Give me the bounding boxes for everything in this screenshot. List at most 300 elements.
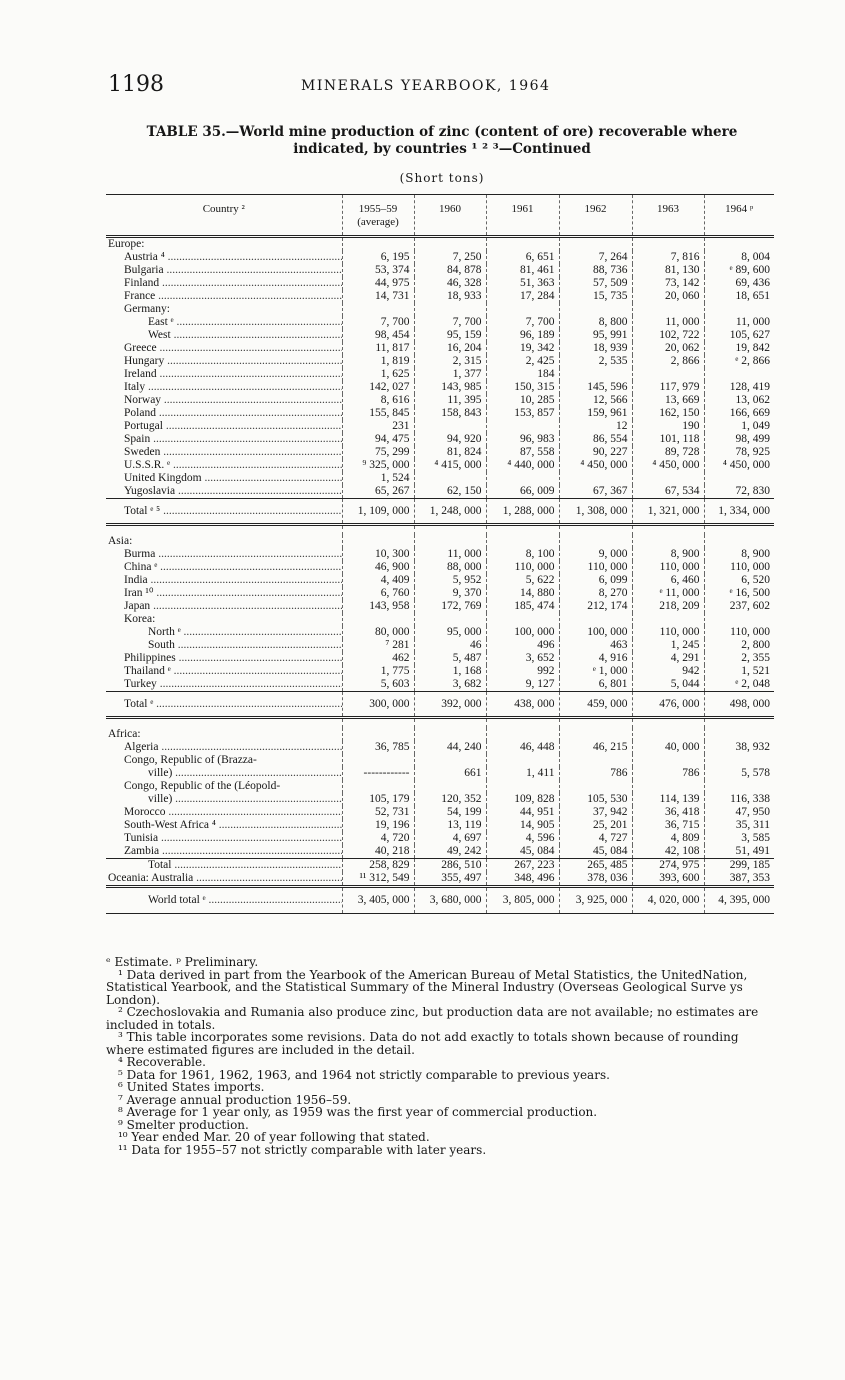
value-cell: 66, 009 xyxy=(486,485,559,499)
value-cell: 4, 409 xyxy=(342,574,414,587)
country-name-cell: Tunisia ..... xyxy=(106,832,342,845)
country-name-cell: Congo, Republic of the (Léopold- xyxy=(124,780,281,792)
value-cell: 1, 377 xyxy=(414,368,486,381)
value-cell: 355, 497 xyxy=(414,872,486,887)
value-cell xyxy=(486,780,559,793)
table-row xyxy=(106,535,774,548)
value-cell: 286, 510 xyxy=(414,859,486,873)
value-cell: 18, 651 xyxy=(704,290,774,303)
value-cell: 11, 000 xyxy=(704,316,774,329)
table-row xyxy=(106,639,774,652)
value-cell: 190 xyxy=(632,420,704,433)
value-cell: 476, 000 xyxy=(632,692,704,718)
value-cell: 49, 242 xyxy=(414,845,486,859)
table-row xyxy=(106,780,774,793)
value-cell: 96, 189 xyxy=(486,329,559,342)
country-name-cell: World total ᵉ ..... xyxy=(106,887,342,914)
value-cell xyxy=(486,237,559,252)
table-row xyxy=(106,626,774,639)
value-cell: 348, 496 xyxy=(486,872,559,887)
table-title-line-1: TABLE 35.—World mine production of zinc (content of ore) recoverable where xyxy=(146,124,738,140)
value-cell: 274, 975 xyxy=(632,859,704,873)
table-row xyxy=(106,316,774,329)
value-cell: 5, 044 xyxy=(632,678,704,692)
value-cell xyxy=(632,613,704,626)
country-name-cell: Portugal ..... xyxy=(106,420,342,433)
value-cell: 3, 682 xyxy=(414,678,486,692)
value-cell: 20, 062 xyxy=(632,342,704,355)
value-cell: ᵉ 11, 000 xyxy=(632,587,704,600)
country-name-cell: India ..... xyxy=(106,574,342,587)
value-cell: 142, 027 xyxy=(342,381,414,394)
table-row xyxy=(106,728,774,741)
value-cell: 57, 509 xyxy=(559,277,632,290)
value-cell xyxy=(414,535,486,548)
value-cell: 6, 760 xyxy=(342,587,414,600)
footnote: ¹¹ Data for 1955–57 not strictly comparable with later years. xyxy=(118,1142,487,1157)
value-cell: 7, 264 xyxy=(559,251,632,264)
value-cell: 96, 983 xyxy=(486,433,559,446)
country-name-cell: Hungary ..... xyxy=(106,355,342,368)
table-title xyxy=(106,124,778,158)
value-cell: 53, 374 xyxy=(342,264,414,277)
value-cell: 5, 952 xyxy=(414,574,486,587)
value-cell: 15, 735 xyxy=(559,290,632,303)
value-cell: 8, 900 xyxy=(632,548,704,561)
table-row xyxy=(106,329,774,342)
value-cell: ⁴ 440, 000 xyxy=(486,459,559,472)
value-cell: 51, 491 xyxy=(704,845,774,859)
country-name-cell: Oceania: Australia ..... xyxy=(106,872,342,887)
value-cell: 114, 139 xyxy=(632,793,704,806)
spacer-row xyxy=(106,718,774,729)
value-cell: 12 xyxy=(559,420,632,433)
table-row xyxy=(106,433,774,446)
value-cell: 46, 215 xyxy=(559,741,632,754)
value-cell: 20, 060 xyxy=(632,290,704,303)
footnote: ⁸ Average for 1 year only, as 1959 was the first year of commercial production. xyxy=(118,1105,598,1119)
value-cell: 6, 651 xyxy=(486,251,559,264)
value-cell: 110, 000 xyxy=(559,561,632,574)
country-name-cell: Poland ..... xyxy=(106,407,342,420)
value-cell: 4, 720 xyxy=(342,832,414,845)
value-cell: 100, 000 xyxy=(486,626,559,639)
value-cell: 5, 622 xyxy=(486,574,559,587)
spacer-cell xyxy=(106,525,342,536)
table-row xyxy=(106,872,774,887)
value-cell xyxy=(632,728,704,741)
value-cell: 42, 108 xyxy=(632,845,704,859)
table-row xyxy=(106,485,774,499)
country-name-cell: Norway ..... xyxy=(106,394,342,407)
value-cell: 45, 084 xyxy=(486,845,559,859)
table-row xyxy=(106,277,774,290)
value-cell: 44, 975 xyxy=(342,277,414,290)
value-cell: 2, 800 xyxy=(704,639,774,652)
value-cell: 258, 829 xyxy=(342,859,414,873)
value-cell: 786 xyxy=(632,767,704,780)
value-cell: 2, 355 xyxy=(704,652,774,665)
country-name-cell: Austria ⁴ ..... xyxy=(106,251,342,264)
country-name-cell: Thailand ᵉ ..... xyxy=(106,665,342,678)
value-cell: 1, 524 xyxy=(342,472,414,485)
value-cell: 4, 395, 000 xyxy=(704,887,774,914)
value-cell: 67, 534 xyxy=(632,485,704,499)
value-cell: 19, 842 xyxy=(704,342,774,355)
table-row xyxy=(106,264,774,277)
table-row xyxy=(106,574,774,587)
spacer-cell xyxy=(342,525,414,536)
country-name-cell: Asia: xyxy=(108,535,133,547)
value-cell: 184 xyxy=(486,368,559,381)
value-cell: 81, 461 xyxy=(486,264,559,277)
value-cell xyxy=(414,613,486,626)
value-cell: 110, 000 xyxy=(632,561,704,574)
value-cell: ⁴ 415, 000 xyxy=(414,459,486,472)
footnote: ⁴ Recoverable. xyxy=(118,1055,206,1069)
value-cell: 88, 736 xyxy=(559,264,632,277)
value-cell xyxy=(486,420,559,433)
country-name-cell: United Kingdom ..... xyxy=(106,472,342,485)
value-cell: 47, 950 xyxy=(704,806,774,819)
value-cell: 73, 142 xyxy=(632,277,704,290)
value-cell: 128, 419 xyxy=(704,381,774,394)
value-cell: 81, 130 xyxy=(632,264,704,277)
footnotes xyxy=(106,956,776,1156)
value-cell: 462 xyxy=(342,652,414,665)
value-cell: ᵉ 89, 600 xyxy=(704,264,774,277)
value-cell: 496 xyxy=(486,639,559,652)
value-cell xyxy=(414,303,486,316)
value-cell: 4, 291 xyxy=(632,652,704,665)
column-header-1963: 1963 xyxy=(632,195,704,237)
spacer-cell xyxy=(632,718,704,729)
table-row xyxy=(106,290,774,303)
value-cell: 4, 596 xyxy=(486,832,559,845)
value-cell: 11, 395 xyxy=(414,394,486,407)
country-name-cell: East ᵉ ..... xyxy=(106,316,342,329)
spacer-cell xyxy=(106,718,342,729)
table-row xyxy=(106,394,774,407)
value-cell xyxy=(632,303,704,316)
value-cell: 87, 558 xyxy=(486,446,559,459)
value-cell: ¹¹ 312, 549 xyxy=(342,872,414,887)
value-cell: 166, 669 xyxy=(704,407,774,420)
value-cell: 117, 979 xyxy=(632,381,704,394)
table-row xyxy=(106,303,774,316)
value-cell: 95, 991 xyxy=(559,329,632,342)
value-cell: 162, 150 xyxy=(632,407,704,420)
value-cell: 89, 728 xyxy=(632,446,704,459)
value-cell: 2, 535 xyxy=(559,355,632,368)
spacer-cell xyxy=(486,525,559,536)
country-name-cell: Total ᵉ ⁵ ..... xyxy=(106,499,342,525)
country-name-cell: China ᵉ ..... xyxy=(106,561,342,574)
table-row xyxy=(106,342,774,355)
country-name-cell: West ..... xyxy=(106,329,342,342)
value-cell: 5, 487 xyxy=(414,652,486,665)
value-cell: 78, 925 xyxy=(704,446,774,459)
value-cell xyxy=(486,613,559,626)
table-row xyxy=(106,832,774,845)
value-cell: 378, 036 xyxy=(559,872,632,887)
value-cell xyxy=(486,754,559,767)
value-cell: 4, 916 xyxy=(559,652,632,665)
value-cell: 212, 174 xyxy=(559,600,632,613)
value-cell xyxy=(486,728,559,741)
value-cell: 1, 109, 000 xyxy=(342,499,414,525)
value-cell: 218, 209 xyxy=(632,600,704,613)
value-cell: 7, 700 xyxy=(486,316,559,329)
country-name-cell: Yugoslavia ..... xyxy=(106,485,342,499)
value-cell: 265, 485 xyxy=(559,859,632,873)
footnote: ⁹ Smelter production. xyxy=(118,1117,249,1132)
value-cell: 1, 625 xyxy=(342,368,414,381)
table-row xyxy=(106,678,774,692)
value-cell: 11, 000 xyxy=(632,316,704,329)
value-cell: 105, 530 xyxy=(559,793,632,806)
value-cell: 7, 816 xyxy=(632,251,704,264)
value-cell: 98, 454 xyxy=(342,329,414,342)
value-cell: 1, 168 xyxy=(414,665,486,678)
value-cell xyxy=(704,728,774,741)
table-row xyxy=(106,355,774,368)
spacer-row xyxy=(106,525,774,536)
value-cell: 7, 700 xyxy=(342,316,414,329)
value-cell: 7, 700 xyxy=(414,316,486,329)
value-cell: 6, 195 xyxy=(342,251,414,264)
value-cell: 14, 880 xyxy=(486,587,559,600)
value-cell xyxy=(559,472,632,485)
value-cell xyxy=(414,420,486,433)
value-cell: 231 xyxy=(342,420,414,433)
country-name-cell: Sweden ..... xyxy=(106,446,342,459)
value-cell: 143, 985 xyxy=(414,381,486,394)
value-cell: 4, 020, 000 xyxy=(632,887,704,914)
table-row xyxy=(106,420,774,433)
table-body xyxy=(106,237,774,914)
table-row xyxy=(106,587,774,600)
value-cell: ⁴ 450, 000 xyxy=(704,459,774,472)
value-cell xyxy=(559,754,632,767)
column-header-1964: 1964 ᵖ xyxy=(704,195,774,237)
value-cell xyxy=(704,535,774,548)
spacer-cell xyxy=(704,525,774,536)
value-cell: 13, 669 xyxy=(632,394,704,407)
value-cell: 393, 600 xyxy=(632,872,704,887)
value-cell: 4, 727 xyxy=(559,832,632,845)
country-name-cell: Total ᵉ ..... xyxy=(106,692,342,718)
value-cell: 172, 769 xyxy=(414,600,486,613)
country-name-cell: Congo, Republic of (Brazza- xyxy=(124,754,257,766)
value-cell: 2, 866 xyxy=(632,355,704,368)
value-cell: 158, 843 xyxy=(414,407,486,420)
value-cell: 25, 201 xyxy=(559,819,632,832)
value-cell: 35, 311 xyxy=(704,819,774,832)
value-cell: 463 xyxy=(559,639,632,652)
value-cell: 300, 000 xyxy=(342,692,414,718)
country-name-cell: Finland ..... xyxy=(106,277,342,290)
value-cell: 13, 062 xyxy=(704,394,774,407)
value-cell: ⁴ 450, 000 xyxy=(632,459,704,472)
country-name-cell: Total ..... xyxy=(106,859,342,873)
value-cell: 94, 475 xyxy=(342,433,414,446)
table-row xyxy=(106,251,774,264)
column-header-1962: 1962 xyxy=(559,195,632,237)
country-name-cell: Algeria ..... xyxy=(106,741,342,754)
country-name-cell: Iran ¹⁰ ..... xyxy=(106,587,342,600)
value-cell: 8, 900 xyxy=(704,548,774,561)
value-cell xyxy=(342,303,414,316)
value-cell xyxy=(559,303,632,316)
value-cell: 94, 920 xyxy=(414,433,486,446)
value-cell: 44, 951 xyxy=(486,806,559,819)
value-cell: ᵉ 16, 500 xyxy=(704,587,774,600)
value-cell: 661 xyxy=(414,767,486,780)
table-row xyxy=(106,368,774,381)
value-cell xyxy=(414,237,486,252)
country-name-cell: Philippines ..... xyxy=(106,652,342,665)
value-cell: 62, 150 xyxy=(414,485,486,499)
value-cell xyxy=(704,303,774,316)
value-cell: 942 xyxy=(632,665,704,678)
value-cell: 8, 270 xyxy=(559,587,632,600)
zinc-production-table xyxy=(106,194,774,914)
value-cell xyxy=(632,754,704,767)
value-cell xyxy=(704,613,774,626)
value-cell: 3, 652 xyxy=(486,652,559,665)
spacer-cell xyxy=(414,525,486,536)
value-cell: 40, 000 xyxy=(632,741,704,754)
value-cell: 4, 809 xyxy=(632,832,704,845)
spacer-cell xyxy=(704,718,774,729)
footnote: ᵉ Estimate. ᵖ Preliminary. xyxy=(106,955,259,969)
value-cell: 459, 000 xyxy=(559,692,632,718)
value-cell: 46, 448 xyxy=(486,741,559,754)
value-cell: 237, 602 xyxy=(704,600,774,613)
value-cell: 105, 627 xyxy=(704,329,774,342)
value-cell: 267, 223 xyxy=(486,859,559,873)
value-cell xyxy=(559,780,632,793)
value-cell: 992 xyxy=(486,665,559,678)
value-cell: 11, 817 xyxy=(342,342,414,355)
value-cell: 18, 939 xyxy=(559,342,632,355)
value-cell: 110, 000 xyxy=(704,561,774,574)
country-name-cell: Greece ..... xyxy=(106,342,342,355)
value-cell xyxy=(559,728,632,741)
value-cell: 36, 418 xyxy=(632,806,704,819)
country-name-cell: Italy ..... xyxy=(106,381,342,394)
value-cell: 150, 315 xyxy=(486,381,559,394)
value-cell: ⁹ 325, 000 xyxy=(342,459,414,472)
country-name-cell: France ..... xyxy=(106,290,342,303)
value-cell: 110, 000 xyxy=(632,626,704,639)
table-header-row xyxy=(106,195,774,237)
value-cell: 17, 284 xyxy=(486,290,559,303)
value-cell: 120, 352 xyxy=(414,793,486,806)
plain-total-row xyxy=(106,859,774,873)
value-cell xyxy=(342,613,414,626)
footnote: ⁷ Average annual production 1956–59. xyxy=(118,1092,352,1107)
footnote: ³ This table incorporates some revisions. Data do not add exactly to totals shown because of rounding where estimated figures are included in the detail. xyxy=(106,1030,739,1057)
value-cell: 1, 321, 000 xyxy=(632,499,704,525)
table-row xyxy=(106,446,774,459)
value-cell xyxy=(486,535,559,548)
value-cell: 36, 785 xyxy=(342,741,414,754)
value-cell: 392, 000 xyxy=(414,692,486,718)
value-cell: 6, 520 xyxy=(704,574,774,587)
value-cell: 143, 958 xyxy=(342,600,414,613)
value-cell: 1, 334, 000 xyxy=(704,499,774,525)
table-row xyxy=(106,459,774,472)
value-cell: 12, 566 xyxy=(559,394,632,407)
value-cell xyxy=(342,728,414,741)
spacer-cell xyxy=(632,525,704,536)
value-cell: 16, 204 xyxy=(414,342,486,355)
table-row xyxy=(106,665,774,678)
value-cell xyxy=(559,535,632,548)
value-cell: 46 xyxy=(414,639,486,652)
value-cell: 40, 218 xyxy=(342,845,414,859)
value-cell: 102, 722 xyxy=(632,329,704,342)
value-cell: 86, 554 xyxy=(559,433,632,446)
country-name-cell: Morocco ..... xyxy=(106,806,342,819)
value-cell xyxy=(704,472,774,485)
value-cell: 84, 878 xyxy=(414,264,486,277)
footnote: ¹ Data derived in part from the Yearbook of the American Bureau of Metal Statistics, the UnitedNation, Statistical Yearbook, and the Statistical Summary of the Mineral Industry (Overseas Geological Surve ys London). xyxy=(106,967,748,1007)
table-row xyxy=(106,754,774,767)
value-cell: 3, 405, 000 xyxy=(342,887,414,914)
spacer-cell xyxy=(559,718,632,729)
value-cell: 6, 460 xyxy=(632,574,704,587)
spacer-cell xyxy=(559,525,632,536)
table-units: (Short tons) xyxy=(399,171,485,185)
value-cell xyxy=(342,754,414,767)
value-cell: 3, 585 xyxy=(704,832,774,845)
value-cell: 159, 961 xyxy=(559,407,632,420)
value-cell: 54, 199 xyxy=(414,806,486,819)
value-cell: 3, 925, 000 xyxy=(559,887,632,914)
country-name-cell: Zambia ..... xyxy=(106,845,342,859)
table-row xyxy=(106,819,774,832)
value-cell: 18, 933 xyxy=(414,290,486,303)
country-name-cell: U.S.S.R. ᵉ ..... xyxy=(106,459,342,472)
value-cell: 1, 248, 000 xyxy=(414,499,486,525)
value-cell: 19, 196 xyxy=(342,819,414,832)
value-cell: 2, 315 xyxy=(414,355,486,368)
value-cell: 69, 436 xyxy=(704,277,774,290)
value-cell: 1, 308, 000 xyxy=(559,499,632,525)
value-cell: ᵉ 2, 048 xyxy=(704,678,774,692)
value-cell: ᵉ 2, 866 xyxy=(704,355,774,368)
value-cell: 387, 353 xyxy=(704,872,774,887)
value-cell: 1, 288, 000 xyxy=(486,499,559,525)
value-cell: 72, 830 xyxy=(704,485,774,499)
value-cell: ᵉ 1, 000 xyxy=(559,665,632,678)
table-row xyxy=(106,407,774,420)
value-cell: 75, 299 xyxy=(342,446,414,459)
table-row xyxy=(106,845,774,859)
country-name-cell: South-West Africa ⁴ ..... xyxy=(106,819,342,832)
value-cell: ------------ xyxy=(342,767,414,780)
value-cell: 185, 474 xyxy=(486,600,559,613)
total-row xyxy=(106,499,774,525)
value-cell: 6, 099 xyxy=(559,574,632,587)
value-cell: 46, 900 xyxy=(342,561,414,574)
footnote: ⁶ United States imports. xyxy=(118,1080,265,1094)
country-name-cell: Germany: xyxy=(124,303,170,315)
footnote: ² Czechoslovakia and Rumania also produce zinc, but production data are not available; no estimates are included in totals. xyxy=(106,1005,759,1032)
